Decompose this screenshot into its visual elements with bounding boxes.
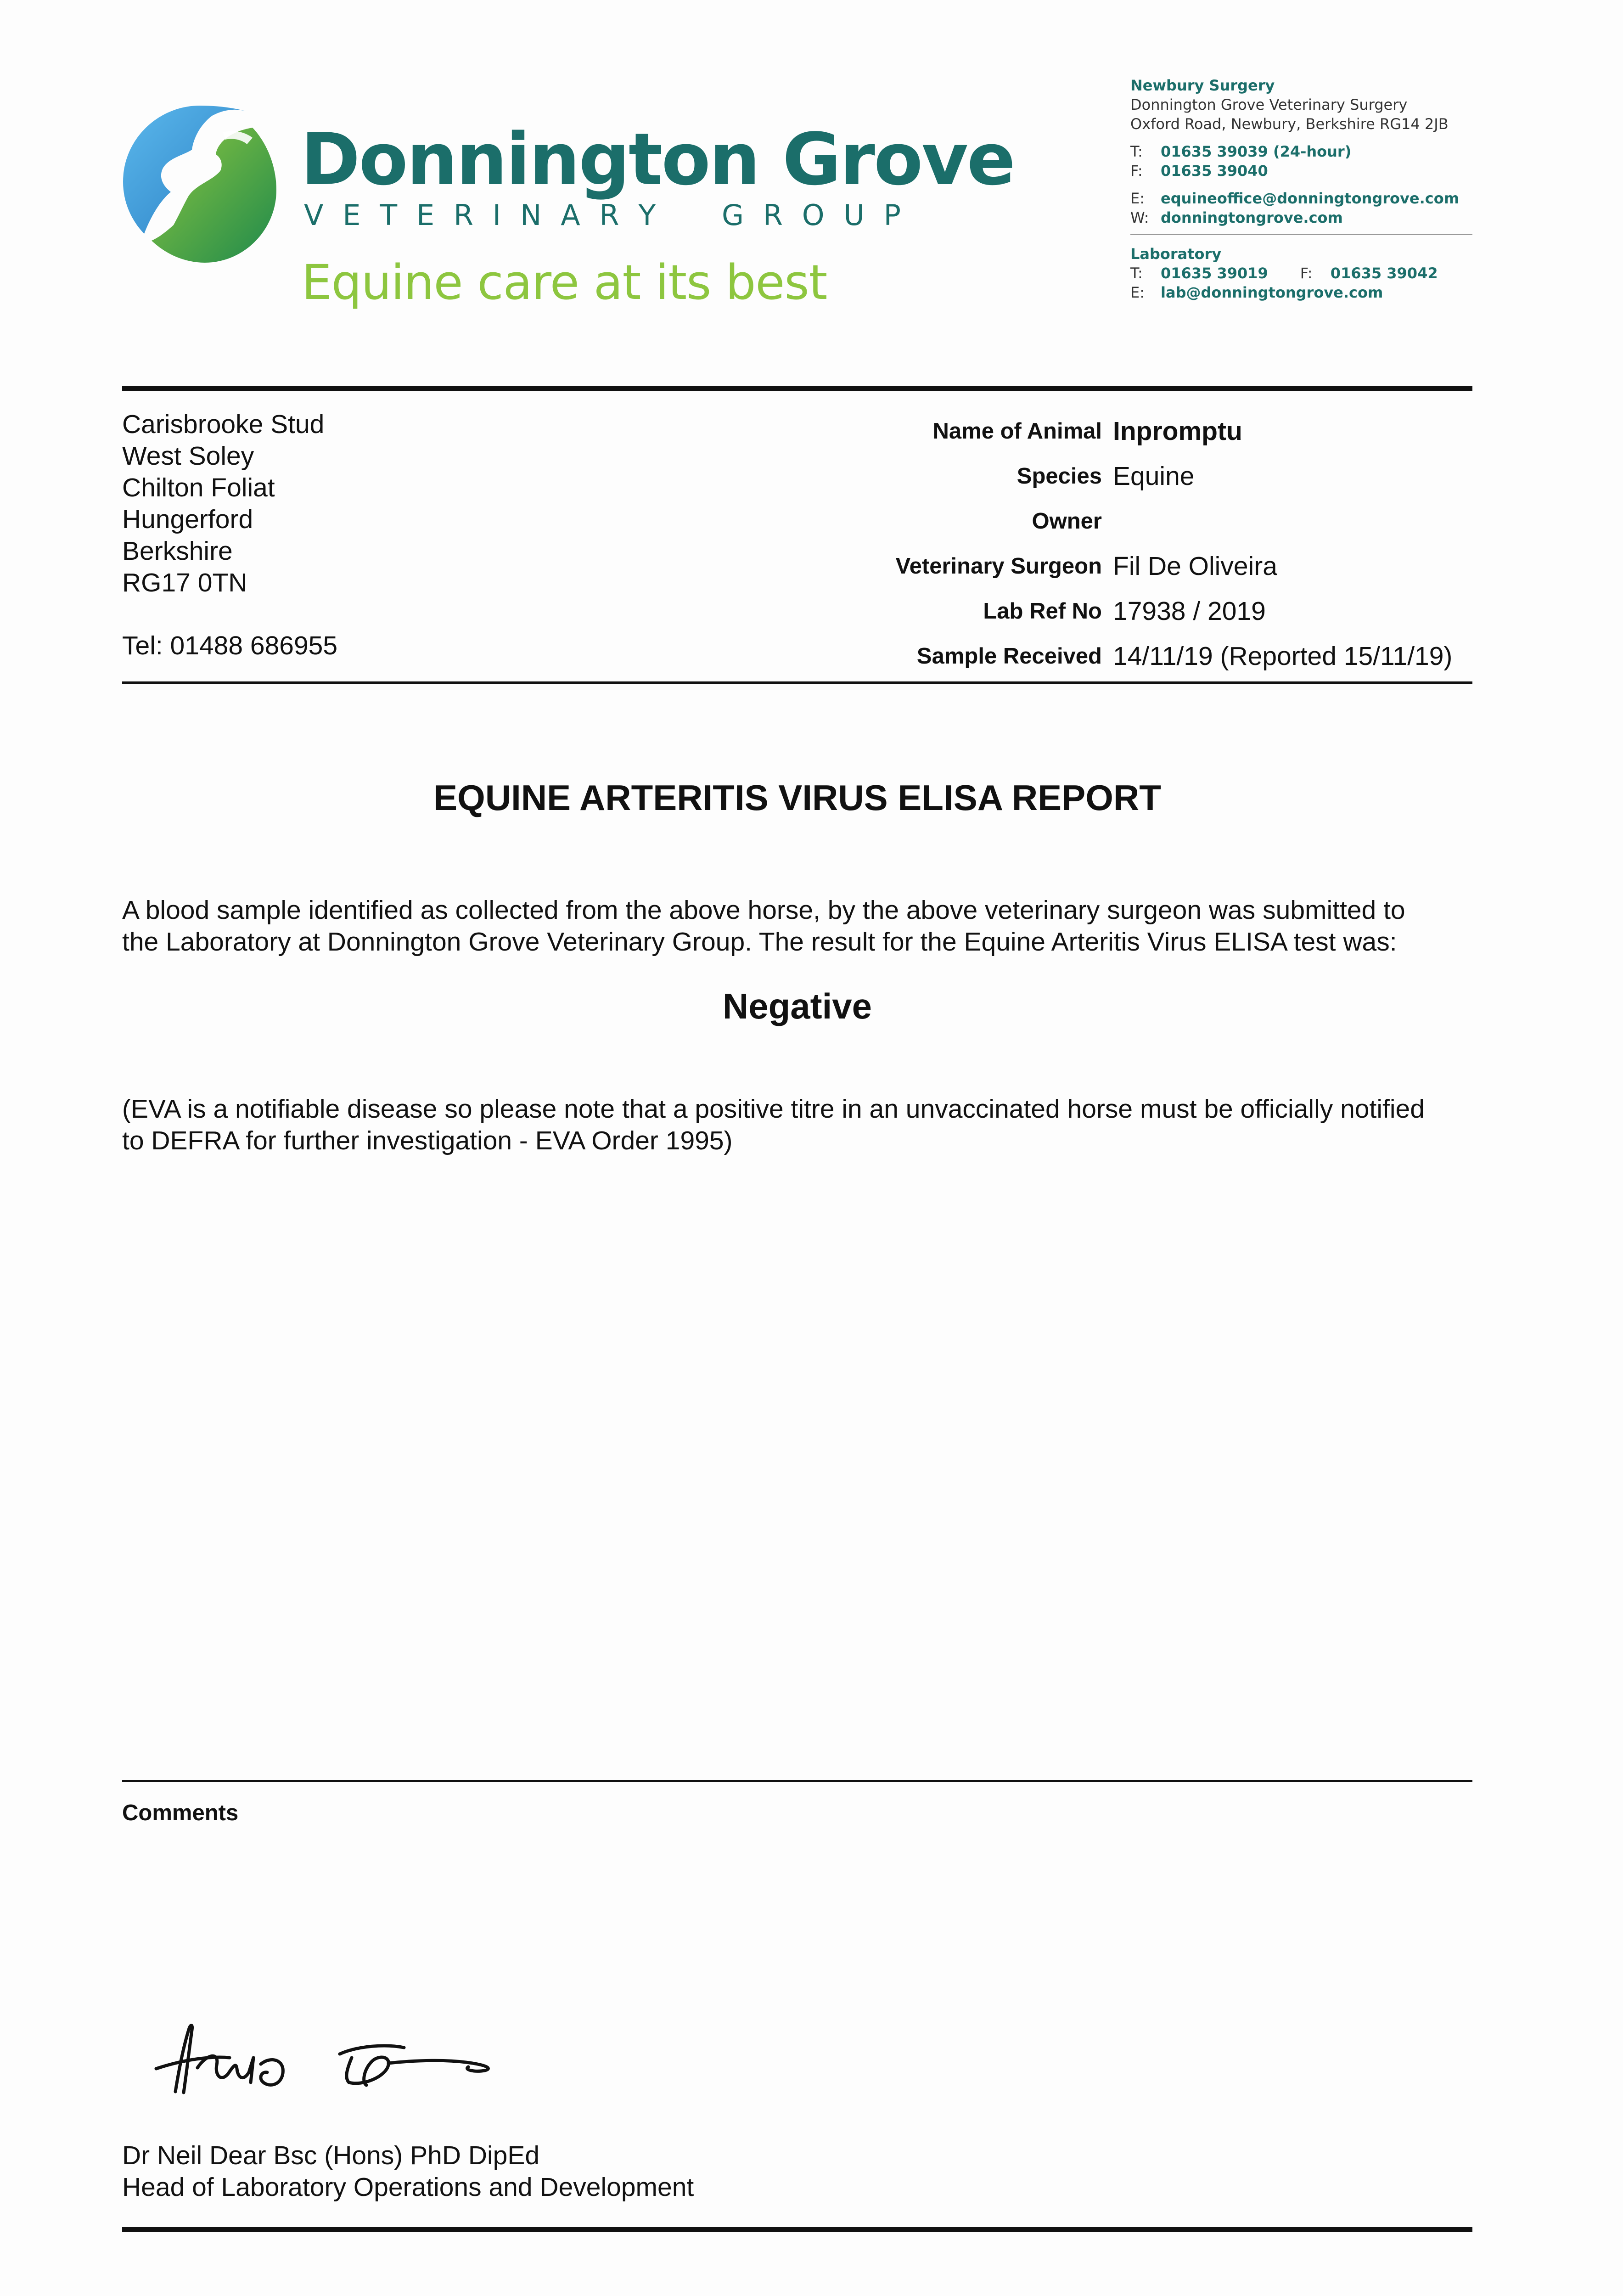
detail-row-species	[643, 454, 1483, 499]
header-divider	[122, 386, 1472, 391]
brand-subtitle-letter: T	[380, 198, 398, 232]
signature-image	[147, 2014, 537, 2105]
lab-phone-row	[1130, 264, 1472, 283]
brand-subtitle-letter: G	[721, 198, 744, 232]
lab-email-link[interactable]: lab@donningtongrove.com	[1161, 284, 1383, 301]
surgery-web-row	[1130, 208, 1472, 227]
comments-divider	[122, 1780, 1472, 1782]
animal-name: Inpromptu	[1113, 416, 1242, 446]
donnington-grove-logo-icon	[115, 100, 280, 265]
surgery-address-line: Donnington Grove Veterinary Surgery	[1130, 96, 1408, 113]
detail-row-owner	[643, 499, 1483, 544]
report-title: EQUINE ARTERITIS VIRUS ELISA REPORT	[433, 777, 1161, 818]
surgery-fax-row	[1130, 161, 1472, 180]
brand-tagline: Equine care at its best	[302, 254, 827, 310]
surgery-tel: 01635 39039 (24-hour)	[1161, 143, 1352, 160]
surgery-email-row	[1130, 189, 1472, 208]
fax-label: F:	[1130, 162, 1143, 180]
detail-row-name	[643, 409, 1483, 454]
brand-name: Donnington Grove	[301, 118, 1014, 201]
address-line: Chilton Foliat	[122, 473, 275, 502]
surgery-website-link[interactable]: donningtongrove.com	[1161, 209, 1343, 226]
lab-ref-number: 17938 / 2019	[1113, 597, 1266, 626]
brand-subtitle-gap	[675, 199, 702, 231]
surgery-fax: 01635 39040	[1161, 162, 1268, 180]
brand-subtitle-letter: A	[561, 198, 580, 232]
detail-row-labref	[643, 589, 1483, 634]
eva-notice-line: to DEFRA for further investigation - EVA Order 1995)	[122, 1126, 733, 1155]
signatory-title: Head of Laboratory Operations and Development	[122, 2172, 694, 2202]
address-line: RG17 0TN	[122, 568, 247, 597]
detail-row-vet	[643, 544, 1483, 589]
address-line: West Soley	[122, 441, 254, 471]
detail-label: Veterinary Surgeon	[895, 554, 1102, 579]
footer-divider	[122, 2227, 1472, 2232]
brand-subtitle-letter: P	[883, 198, 901, 232]
surgery-address-line: Oxford Road, Newbury, Berkshire RG14 2JB	[1130, 115, 1449, 133]
eva-notice	[122, 1093, 1481, 1157]
laboratory-heading: Laboratory	[1130, 245, 1222, 263]
lab-email-row	[1130, 283, 1472, 302]
report-intro-line: A blood sample identified as collected from the above horse, by the above veterinary surgeon was submitted to	[122, 895, 1405, 925]
brand-subtitle-letter: E	[416, 198, 435, 232]
brand-subtitle-letter: R	[599, 198, 619, 232]
brand-subtitle-letter: I	[492, 198, 501, 232]
brand-subtitle-letter: R	[763, 198, 783, 232]
address-line: Carisbrooke Stud	[122, 410, 325, 439]
tel-label: T:	[1130, 143, 1143, 160]
details-divider	[122, 681, 1472, 684]
signatory-block	[122, 2140, 694, 2203]
fax-label: F:	[1300, 264, 1313, 282]
veterinary-surgeon: Fil De Oliveira	[1113, 551, 1277, 581]
web-label: W:	[1130, 209, 1149, 226]
address-line: Berkshire	[122, 536, 233, 566]
comments-label: Comments	[122, 1801, 239, 1825]
address-line: Hungerford	[122, 505, 253, 534]
brand-subtitle-letter: V	[304, 198, 324, 232]
surgery-email-link[interactable]: equineoffice@donningtongrove.com	[1161, 190, 1460, 207]
detail-row-sample	[643, 634, 1483, 679]
lab-tel: 01635 39019	[1161, 264, 1268, 282]
detail-label: Name of Animal	[932, 419, 1102, 444]
client-address	[122, 409, 673, 599]
detail-label: Species	[1016, 464, 1102, 489]
brand-subtitle	[304, 199, 901, 231]
signatory-name: Dr Neil Dear Bsc (Hons) PhD DipEd	[122, 2141, 540, 2170]
detail-label: Lab Ref No	[983, 599, 1102, 624]
brand-subtitle-letter: O	[802, 198, 825, 232]
lab-fax: 01635 39042	[1330, 264, 1438, 282]
detail-label: Owner	[1032, 509, 1102, 534]
contact-divider	[1130, 234, 1472, 235]
brand-subtitle-letter: Y	[638, 198, 656, 232]
brand-subtitle-letter: R	[453, 198, 474, 232]
detail-label: Sample Received	[916, 644, 1102, 669]
test-result: Negative	[722, 986, 872, 1026]
eva-notice-line: (EVA is a notifiable disease so please note that a positive titre in an unvaccinated horse must be officially notified	[122, 1094, 1425, 1124]
email-label: E:	[1130, 190, 1145, 207]
surgery-tel-row	[1130, 142, 1472, 161]
report-intro-line: the Laboratory at Donnington Grove Veterinary Group. The result for the Equine Arteritis Virus ELISA test was:	[122, 927, 1397, 957]
sample-received: 14/11/19 (Reported 15/11/19)	[1113, 642, 1453, 671]
brand-subtitle-letter: E	[343, 198, 361, 232]
animal-details	[643, 409, 1483, 679]
surgery-heading: Newbury Surgery	[1130, 77, 1275, 94]
email-label: E:	[1130, 284, 1145, 301]
client-telephone: Tel: 01488 686955	[122, 631, 338, 660]
report-intro	[122, 895, 1481, 958]
animal-species: Equine	[1113, 461, 1195, 491]
brand-subtitle-letter: U	[843, 198, 865, 232]
contact-block	[1130, 76, 1472, 302]
tel-label: T:	[1130, 264, 1143, 282]
brand-subtitle-letter: N	[520, 198, 542, 232]
